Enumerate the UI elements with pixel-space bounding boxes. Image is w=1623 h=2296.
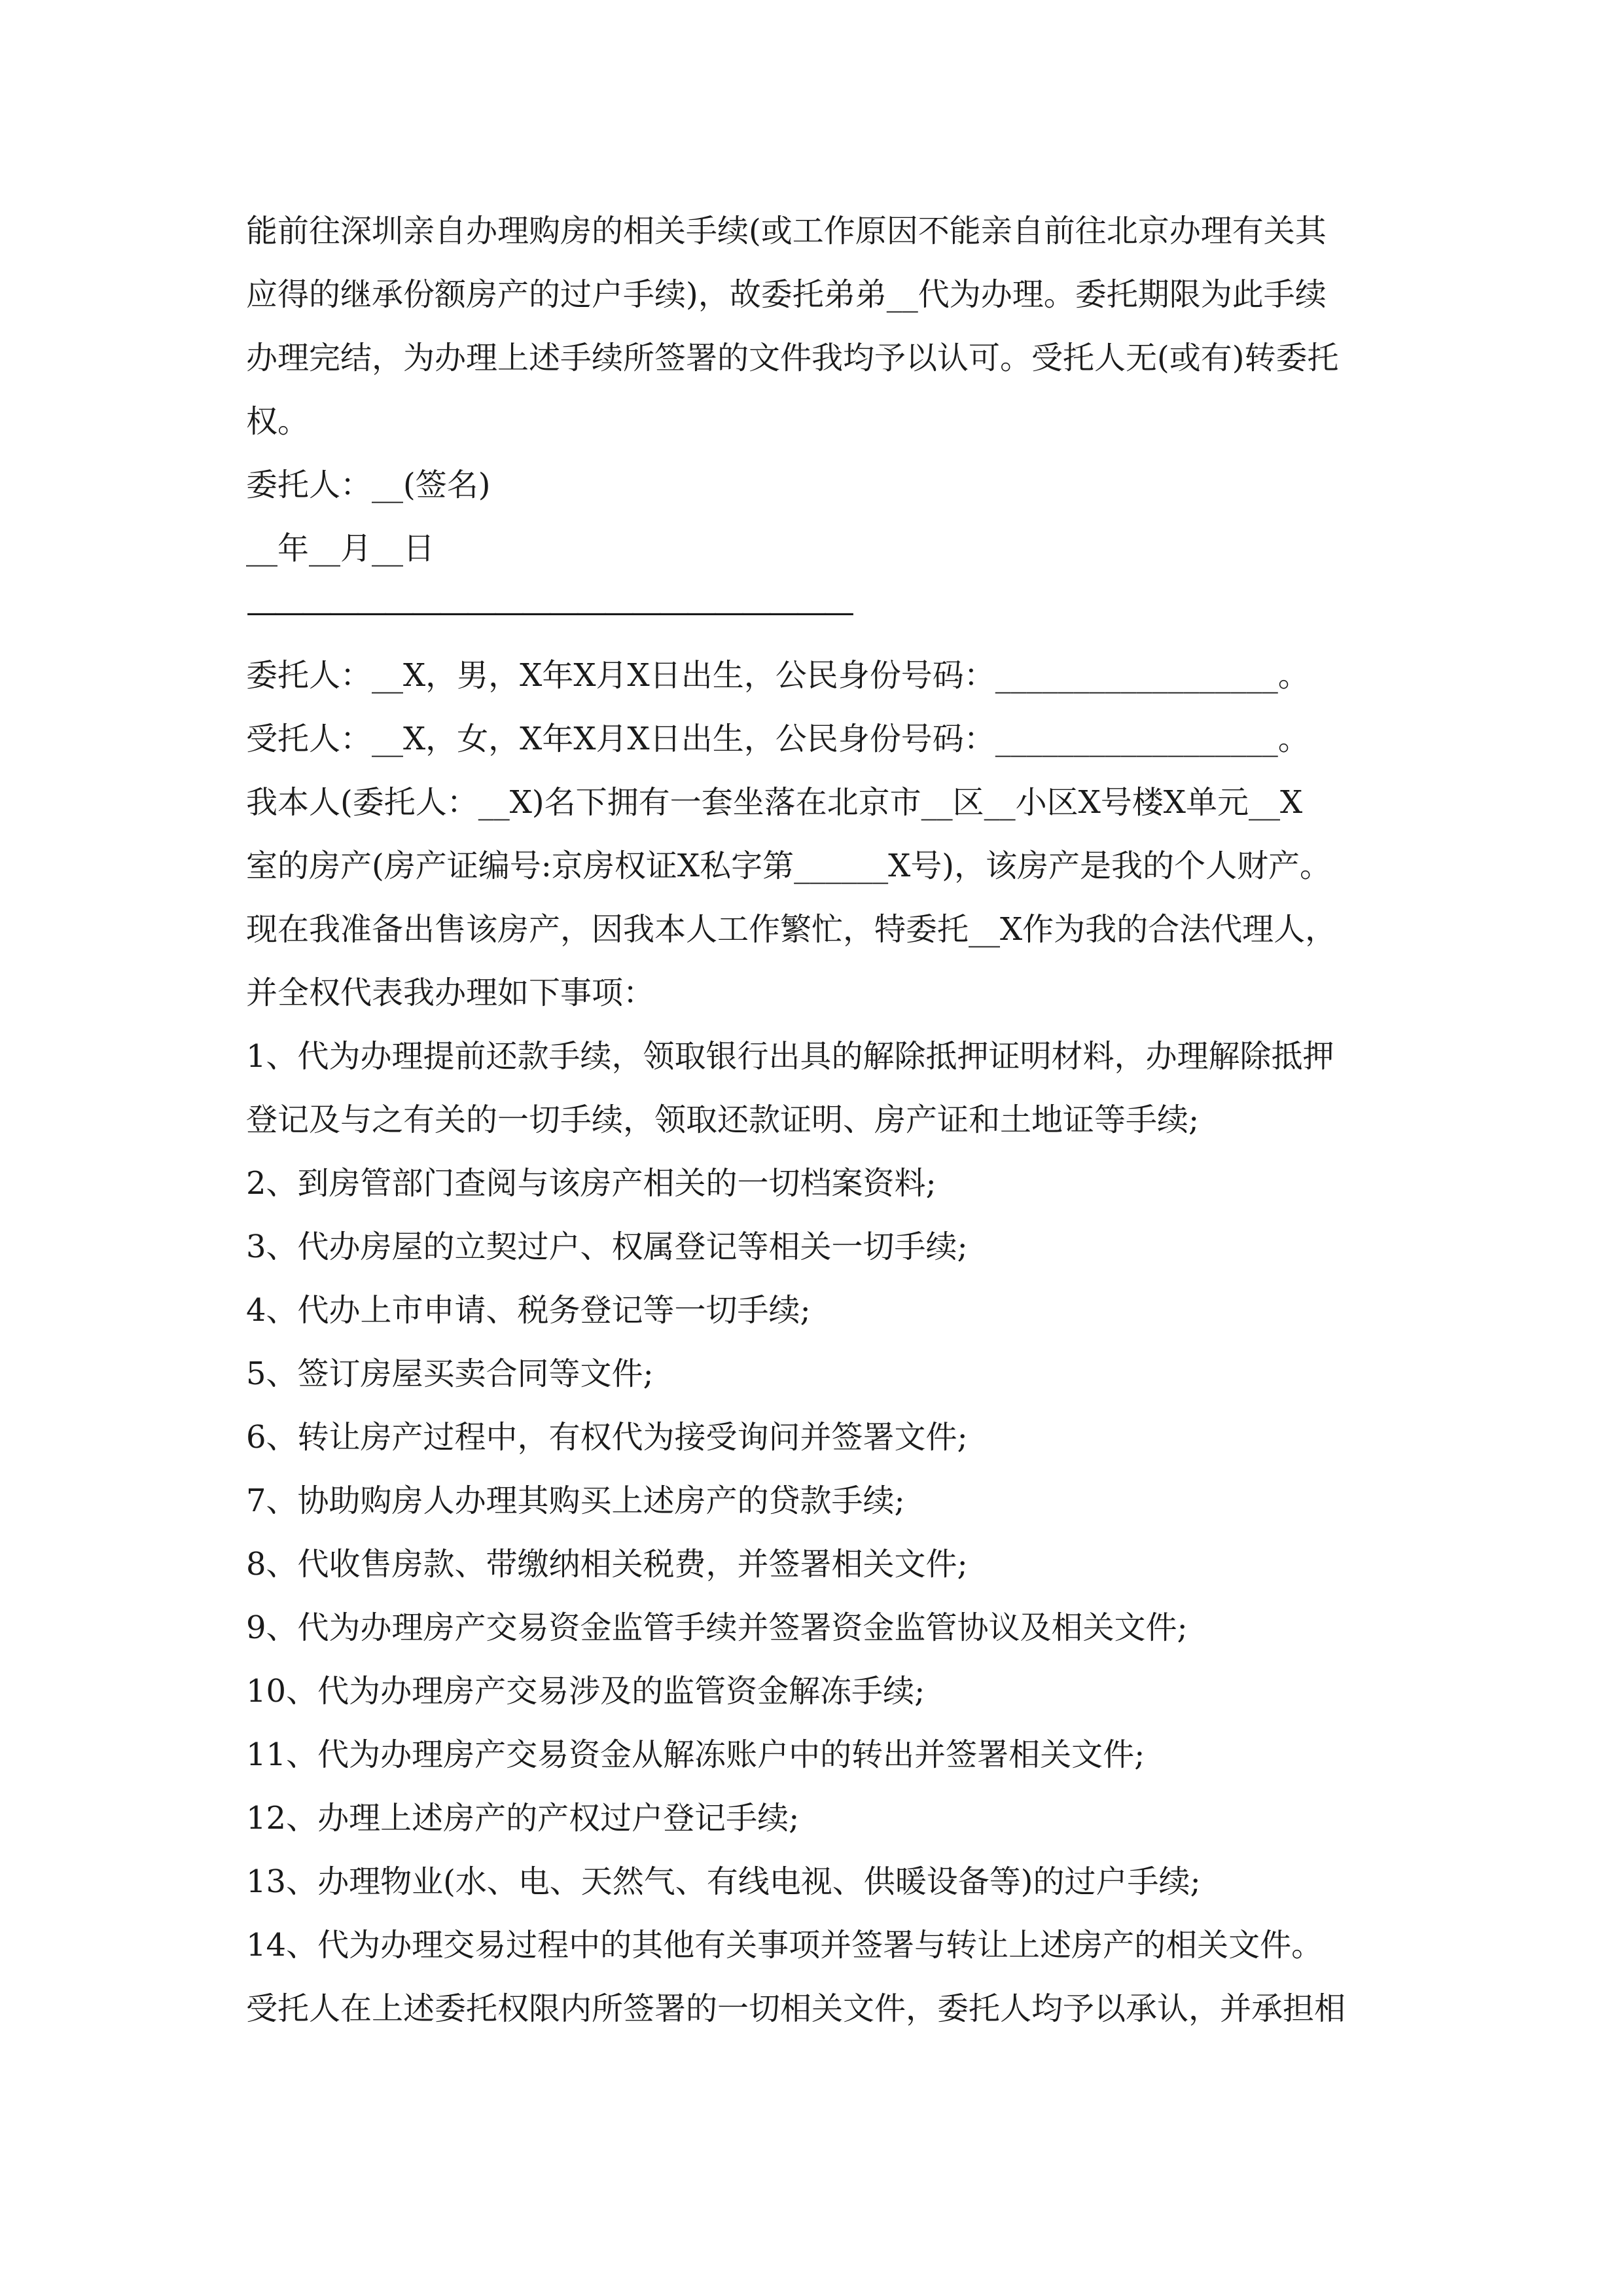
list-item: 1、代为办理提前还款手续，领取银行出具的解除抵押证明材料，办理解除抵押 (246, 1038, 1334, 1075)
separator-rule: —————————————————————— (246, 594, 851, 630)
body-line: 现在我准备出售该房产，因我本人工作繁忙，特委托__X作为我的合法代理人， (246, 911, 1337, 948)
list-item: 11、代为办理房产交易资金从解冻账户中的转出并签署相关文件; (246, 1736, 1145, 1773)
list-item-continuation: 登记及与之有关的一切手续，领取还款证明、房产证和土地证等手续; (246, 1102, 1200, 1138)
body-line: 权。 (246, 403, 310, 440)
list-item: 9、代为办理房产交易资金监管手续并签署资金监管协议及相关文件; (246, 1609, 1188, 1646)
body-line: 办理完结，为办理上述手续所签署的文件我均予以认可。受托人无(或有)转委托 (246, 340, 1339, 376)
body-line: 室的房产(房产证编号:京房权证X私字第______X号)，该房产是我的个人财产。 (246, 848, 1331, 884)
body-line: 应得的继承份额房产的过户手续)，故委托弟弟__代为办理。委托期限为此手续 (246, 276, 1327, 313)
list-item: 14、代为办理交易过程中的其他有关事项并签署与转让上述房产的相关文件。 (246, 1927, 1323, 1964)
body-line: 受托人在上述委托权限内所签署的一切相关文件，委托人均予以承认，并承担相 (246, 1990, 1346, 2027)
list-item: 12、办理上述房产的产权过户登记手续; (246, 1800, 800, 1837)
list-item: 8、代收售房款、带缴纳相关税费，并签署相关文件; (246, 1546, 968, 1583)
list-item: 5、签订房屋买卖合同等文件; (246, 1355, 654, 1392)
list-item: 7、协助购房人办理其购买上述房产的贷款手续; (246, 1482, 905, 1519)
body-line: 我本人(委托人：__X)名下拥有一套坐落在北京市__区__小区X号楼X单元__X (246, 784, 1303, 821)
list-item: 6、转让房产过程中，有权代为接受询问并签署文件; (246, 1419, 968, 1456)
document-body (246, 200, 1398, 2041)
list-item: 4、代办上市申请、税务登记等一切手续; (246, 1292, 811, 1329)
body-line: 并全权代表我办理如下事项： (246, 975, 655, 1011)
principal-signature-line: 委托人：__(签名) (246, 467, 491, 503)
list-item: 13、办理物业(水、电、天然气、有线电视、供暖设备等)的过户手续; (246, 1863, 1201, 1900)
agent-info-line: 受托人：__X，女，X年X月X日出生，公民身份号码：__________________。 (246, 721, 1310, 757)
list-item: 10、代为办理房产交易涉及的监管资金解冻手续; (246, 1673, 925, 1710)
principal-info-line: 委托人：__X，男，X年X月X日出生，公民身份号码：__________________。 (246, 657, 1310, 694)
date-line: __年__月__日 (246, 530, 435, 567)
list-item: 2、到房管部门查阅与该房产相关的一切档案资料; (246, 1165, 936, 1202)
list-item: 3、代办房屋的立契过户、权属登记等相关一切手续; (246, 1229, 968, 1265)
body-line: 能前往深圳亲自办理购房的相关手续(或工作原因不能亲自前往北京办理有关其 (246, 213, 1327, 249)
